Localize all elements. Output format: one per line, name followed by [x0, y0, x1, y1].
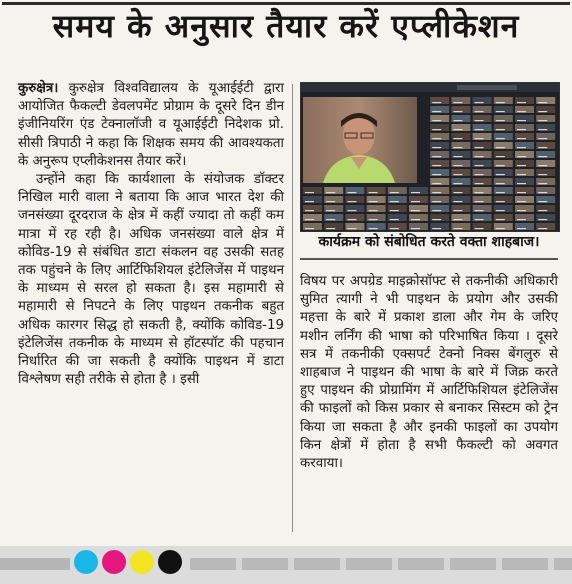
- dateline: कुरुक्षेत्र।: [18, 81, 59, 96]
- black-registration-dot: [158, 550, 182, 574]
- participant-name-tag: [538, 210, 547, 211]
- participant-name-tag: [517, 201, 526, 202]
- participant-name-tag: [453, 201, 462, 202]
- participant-name-tag: [538, 174, 547, 175]
- participant-name-tag: [475, 174, 484, 175]
- participant-name-tag: [496, 210, 505, 211]
- article-column-left: [18, 80, 284, 389]
- participant-name-tag: [496, 174, 505, 175]
- participant-name-tag: [538, 102, 547, 103]
- participant-name-tag: [432, 156, 441, 157]
- participant-name-tag: [432, 120, 441, 121]
- participant-name-tag: [496, 201, 505, 202]
- article-column-right: [300, 273, 558, 473]
- participant-name-tag: [517, 156, 526, 157]
- participant-name-tag: [517, 111, 526, 112]
- headline: समय के अनुसार तैयार करें एप्लीकेशन: [52, 7, 520, 45]
- participant-name-tag: [453, 219, 462, 220]
- participant-name-tag: [538, 129, 547, 130]
- participant-name-tag: [517, 147, 526, 148]
- participant-name-tag: [369, 192, 378, 193]
- participant-name-tag: [475, 156, 484, 157]
- participant-name-tag: [305, 201, 314, 202]
- participant-name-tag: [517, 138, 526, 139]
- participant-name-tag: [453, 192, 462, 193]
- participant-name-tag: [432, 174, 441, 175]
- participant-name-tag: [411, 201, 420, 202]
- participant-name-tag: [411, 192, 420, 193]
- participant-name-tag: [390, 201, 399, 202]
- participant-name-tag: [475, 120, 484, 121]
- participant-name-tag: [475, 111, 484, 112]
- participant-name-tag: [453, 183, 462, 184]
- participant-name-tag: [517, 192, 526, 193]
- participant-name-tag: [369, 201, 378, 202]
- participant-name-tag: [326, 201, 335, 202]
- paragraph-3: विषय पर अपग्रेड माइक्रोसॉफ्ट से तकनीकी अधिकारी सुमित त्यागी ने भी पाइथन के प्रयोग और उसकी महत्ता के बारे में प्रकाश डाला और गेम के जरिए मशीन लर्निंग की भाषा को परिभाषित किया । दूसरे सत्र में तकनीकी एक्सपर्ट टेक्नो निक्स बेंगलुरु से शाहबाज ने पाइथन की भाषा के बारे में जिक्र करते हुए पाइथन की प्रोग्रामिंग में आर्टिफिशियल इंटेलिजेंस की फाइलों को किस प्रकार से बनाकर सिस्टम को ट्रेन किया जा सकता है और इनकी फाइलों का उपयोग किन क्षेत्रों में होता है सभी फैकल्टी को अवगत करवाया।: [300, 274, 558, 472]
- participant-name-tag: [517, 120, 526, 121]
- participant-name-tag: [496, 219, 505, 220]
- participant-name-tag: [432, 192, 441, 193]
- participant-name-tag: [453, 102, 462, 103]
- participant-name-tag: [432, 201, 441, 202]
- participant-name-tag: [453, 165, 462, 166]
- participant-name-tag: [347, 192, 356, 193]
- participant-name-tag: [496, 228, 505, 229]
- magenta-registration-dot: [102, 550, 126, 574]
- participant-name-tag: [432, 228, 441, 229]
- participant-name-tag: [347, 219, 356, 220]
- paragraph-2: उन्होंने कहा कि कार्यशाला के संयोजक डॉक्टर निखिल मारी वाला ने बताया कि आज भारत देश की जनसंख्या दूरदराज के क्षेत्र में कहीं ज्यादा तो कहीं कम मात्रा में रह रही है। अधिक जनसंख्या वाले क्षेत्र में कोविड-19 से संबंधित डाटा संकलन वह उसकी सतह तक पहुंचने के लिए आर्टिफिशियल इंटेलिजेंस में पाइथन के माध्यम से सरल हो सकता है। इस महामारी से महामारी से निपटने के लिए पाइथन तकनीक बहुत अधिक कारगर सिद्ध हो सकती है, क्योंकि कोविड-19 इंटेलिजेंस तकनीक के माध्यम से हॉटस्पॉट की पहचान निर्धारित की जा सकती है क्योंकि पाइथन में डाटा विश्लेषण सही तरीके से होता है । इसी: [18, 172, 284, 388]
- participant-name-tag: [496, 129, 505, 130]
- participant-name-tag: [538, 201, 547, 202]
- participant-name-tag: [496, 102, 505, 103]
- participant-name-tag: [517, 129, 526, 130]
- participant-name-tag: [326, 192, 335, 193]
- cyan-registration-dot: [74, 550, 98, 574]
- participant-name-tag: [390, 192, 399, 193]
- participant-name-tag: [453, 228, 462, 229]
- participant-name-tag: [305, 228, 314, 229]
- participant-name-tag: [475, 210, 484, 211]
- participant-name-tag: [326, 210, 335, 211]
- photo-caption: कार्यक्रम को संबोधित करते वक्ता शाहबाज।: [318, 234, 540, 250]
- yellow-registration-dot: [130, 550, 154, 574]
- participant-name-tag: [517, 174, 526, 175]
- participant-name-tag: [326, 228, 335, 229]
- participant-name-tag: [517, 219, 526, 220]
- participant-name-tag: [538, 111, 547, 112]
- participant-name-tag: [347, 210, 356, 211]
- participant-name-tag: [538, 228, 547, 229]
- participant-name-tag: [538, 192, 547, 193]
- participant-name-tag: [517, 165, 526, 166]
- lead-text: कुरुक्षेत्र विश्वविद्यालय के यूआईईटी द्वारा आयोजित फैकल्टी डेवलपमेंट प्रोग्राम के दूसरे दिन डीन इंजीनियरिंग एंड टेक्नालॉजी व यूआईईटी निदेशक प्रो. सीसी त्रिपाठी ने कहा कि शिक्षक समय की आवश्यकता के अनुरूप एप्लीकेशनस तैयार करें।: [18, 81, 284, 169]
- participant-name-tag: [496, 138, 505, 139]
- participant-name-tag: [305, 210, 314, 211]
- participant-name-tag: [305, 219, 314, 220]
- participant-name-tag: [453, 129, 462, 130]
- participant-name-tag: [475, 201, 484, 202]
- participant-name-tag: [475, 138, 484, 139]
- participant-name-tag: [453, 147, 462, 148]
- participant-name-tag: [538, 219, 547, 220]
- column-divider: [292, 84, 293, 532]
- print-registration-strip: [0, 546, 572, 584]
- participant-name-tag: [432, 111, 441, 112]
- participant-name-tag: [369, 219, 378, 220]
- participant-name-tag: [453, 138, 462, 139]
- participant-name-tag: [432, 129, 441, 130]
- participant-name-tag: [411, 228, 420, 229]
- lead-paragraph: [18, 80, 284, 171]
- strip-bar-right: [190, 558, 572, 570]
- participant-name-tag: [538, 138, 547, 139]
- participant-name-tag: [496, 165, 505, 166]
- participant-name-tag: [517, 210, 526, 211]
- participant-name-tag: [475, 192, 484, 193]
- participant-name-tag: [538, 165, 547, 166]
- participant-name-tag: [475, 165, 484, 166]
- participant-name-tag: [475, 147, 484, 148]
- participant-name-tag: [347, 201, 356, 202]
- participant-name-tag: [517, 183, 526, 184]
- participant-name-tag: [517, 228, 526, 229]
- participant-name-tag: [475, 183, 484, 184]
- participant-name-tag: [453, 174, 462, 175]
- participant-name-tag: [496, 192, 505, 193]
- participant-name-tag: [496, 156, 505, 157]
- participant-name-tag: [475, 102, 484, 103]
- participant-name-tag: [453, 120, 462, 121]
- participant-name-tag: [475, 228, 484, 229]
- participant-name-tag: [347, 228, 356, 229]
- conference-grid-image: [301, 83, 559, 231]
- participant-name-tag: [538, 120, 547, 121]
- participant-name-tag: [453, 111, 462, 112]
- participant-name-tag: [305, 192, 314, 193]
- strip-bar-left: [0, 558, 70, 570]
- participant-name-tag: [390, 210, 399, 211]
- participant-name-tag: [538, 147, 547, 148]
- participant-name-tag: [432, 147, 441, 148]
- participant-name-tag: [432, 219, 441, 220]
- participant-name-tag: [369, 210, 378, 211]
- participant-name-tag: [432, 102, 441, 103]
- participant-name-tag: [369, 228, 378, 229]
- participant-name-tag: [390, 219, 399, 220]
- participant-name-tag: [538, 183, 547, 184]
- participant-name-tag: [432, 138, 441, 139]
- participant-name-tag: [453, 156, 462, 157]
- participant-name-tag: [453, 210, 462, 211]
- video-conference-photo: [300, 82, 560, 232]
- participant-name-tag: [411, 210, 420, 211]
- participant-name-tag: [496, 111, 505, 112]
- caption-rule: [300, 258, 558, 260]
- participant-name-tag: [326, 219, 335, 220]
- participant-name-tag: [432, 183, 441, 184]
- participant-name-tag: [475, 129, 484, 130]
- participant-name-tag: [496, 120, 505, 121]
- participant-name-tag: [496, 147, 505, 148]
- participant-name-tag: [432, 210, 441, 211]
- participant-name-tag: [432, 165, 441, 166]
- participant-name-tag: [496, 183, 505, 184]
- participant-name-tag: [390, 228, 399, 229]
- participant-name-tag: [475, 219, 484, 220]
- participant-name-tag: [538, 156, 547, 157]
- participant-name-tag: [411, 219, 420, 220]
- participant-name-tag: [517, 102, 526, 103]
